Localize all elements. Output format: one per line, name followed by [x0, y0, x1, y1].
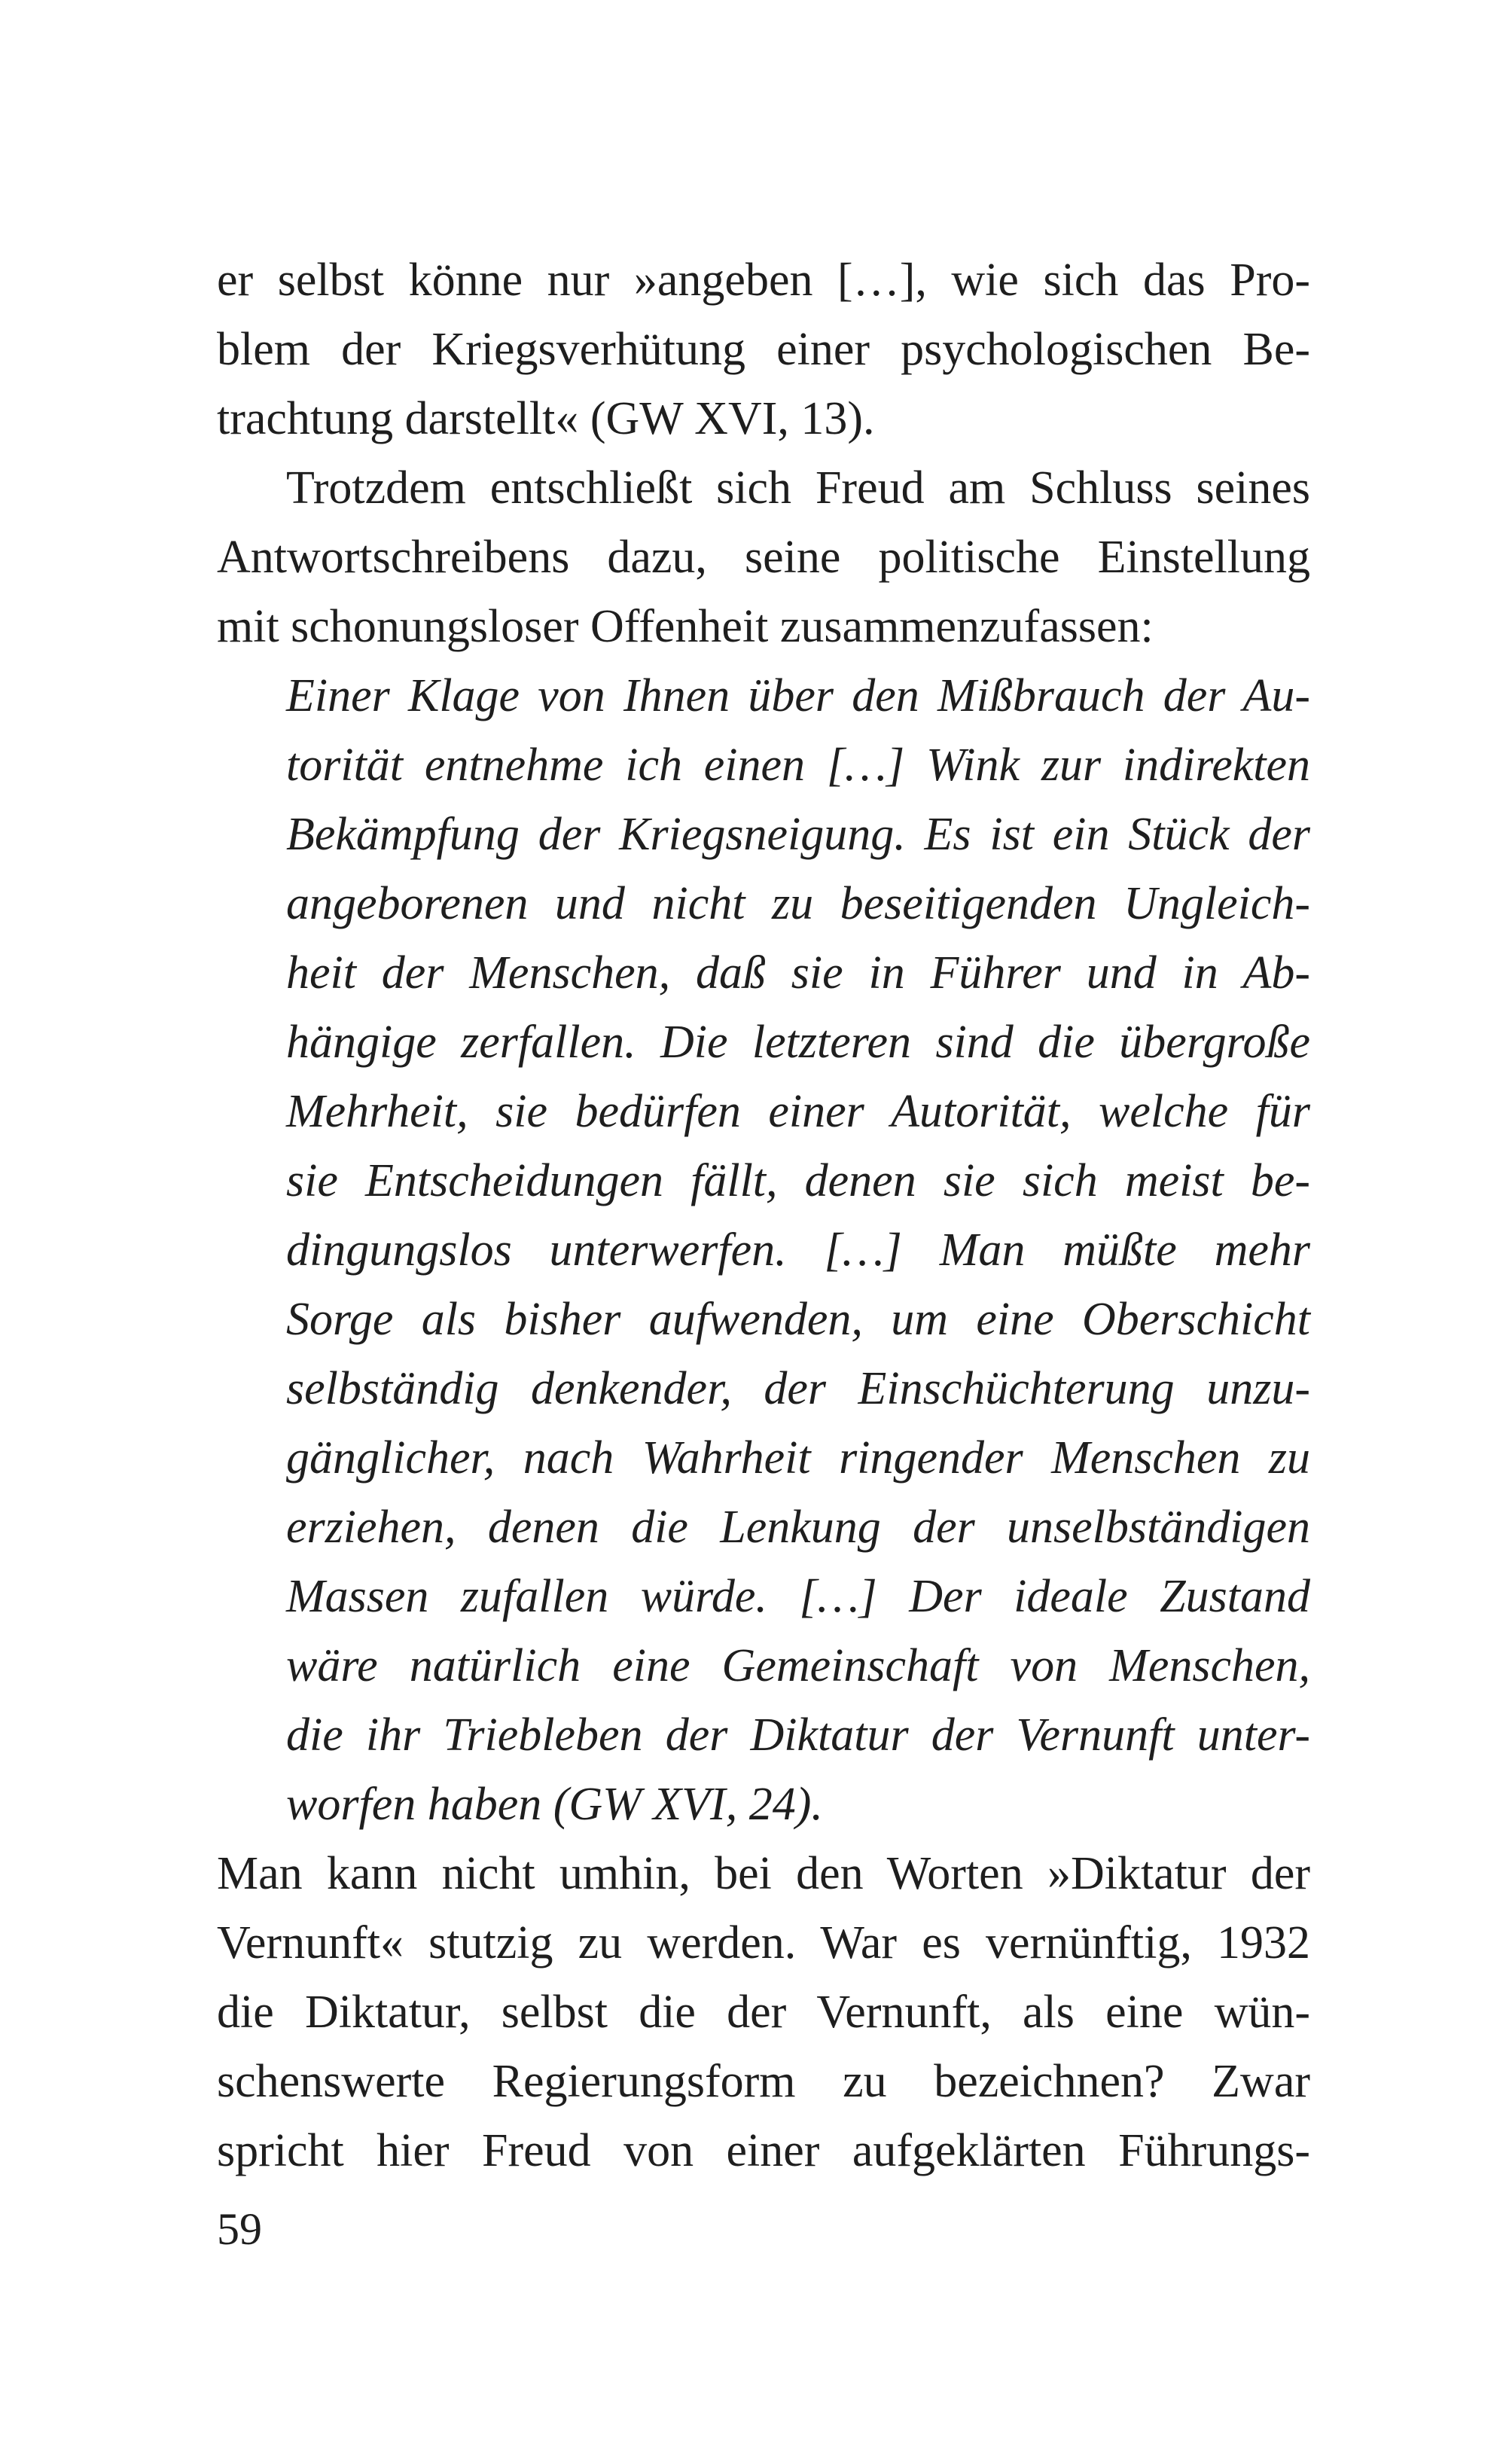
- quote-line: hängige zerfallen. Die letzteren sind die übergroße: [286, 1017, 1310, 1068]
- quote-line: Bekämpfung der Kriegsneigung. Es ist ein Stück der: [286, 809, 1310, 860]
- quote-line: Mehrheit, sie bedürfen einer Autorität, welche für: [286, 1086, 1310, 1137]
- quote-line: angeborenen und nicht zu beseitigenden Ungleich-: [286, 878, 1310, 929]
- text-line: schenswerte Regierungsform zu bezeichnen? Zwar: [217, 2056, 1310, 2107]
- paragraph-3: [217, 1839, 1310, 2185]
- quote-line: gänglicher, nach Wahrheit ringender Menschen zu: [286, 1432, 1310, 1484]
- quote-line: Einer Klage von Ihnen über den Mißbrauch der Au-: [286, 670, 1310, 721]
- text-line: Vernunft« stutzig zu werden. War es vernünftig, 1932: [217, 1917, 1310, 1968]
- text-line: Trotzdem entschließt sich Freud am Schluss seines: [286, 462, 1310, 514]
- quote-line: wäre natürlich eine Gemeinschaft von Menschen,: [286, 1640, 1310, 1691]
- quote-line: sie Entscheidungen fällt, denen sie sich meist be-: [286, 1155, 1310, 1206]
- text-line: trachtung darstellt« (GW XVI, 13).: [217, 393, 875, 444]
- text-line: er selbst könne nur »angeben […], wie sich das Pro-: [217, 255, 1310, 306]
- quote-line: torität entnehme ich einen […] Wink zur indirekten: [286, 740, 1310, 791]
- text-line: blem der Kriegsverhütung einer psychologischen Be-: [217, 324, 1310, 375]
- block-quote: [286, 661, 1310, 1839]
- text-line: Man kann nicht umhin, bei den Worten »Diktatur der: [217, 1848, 1310, 1899]
- text-line: Antwortschreibens dazu, seine politische Einstellung: [217, 532, 1310, 583]
- text-line: die Diktatur, selbst die der Vernunft, als eine wün-: [217, 1987, 1310, 2038]
- quote-line: Massen zufallen würde. […] Der ideale Zustand: [286, 1571, 1310, 1622]
- page-number: 59: [217, 2204, 262, 2254]
- text-line: spricht hier Freud von einer aufgeklärten Führungs-: [217, 2125, 1310, 2176]
- quote-line: selbständig denkender, der Einschüchterung unzu-: [286, 1363, 1310, 1414]
- quote-line: dingungslos unterwerfen. […] Man müßte mehr: [286, 1224, 1310, 1276]
- paragraph-1: [217, 245, 1310, 453]
- quote-line: Sorge als bisher aufwenden, um eine Oberschicht: [286, 1294, 1310, 1345]
- quote-line: worfen haben (GW XVI, 24).: [286, 1779, 823, 1830]
- quote-line: die ihr Triebleben der Diktatur der Vernunft unter-: [286, 1709, 1310, 1761]
- quote-line: heit der Menschen, daß sie in Führer und in Ab-: [286, 947, 1310, 999]
- paragraph-2: [217, 453, 1310, 661]
- quote-line: erziehen, denen die Lenkung der unselbständigen: [286, 1502, 1310, 1553]
- text-line: mit schonungsloser Offenheit zusammenzufassen:: [217, 601, 1154, 652]
